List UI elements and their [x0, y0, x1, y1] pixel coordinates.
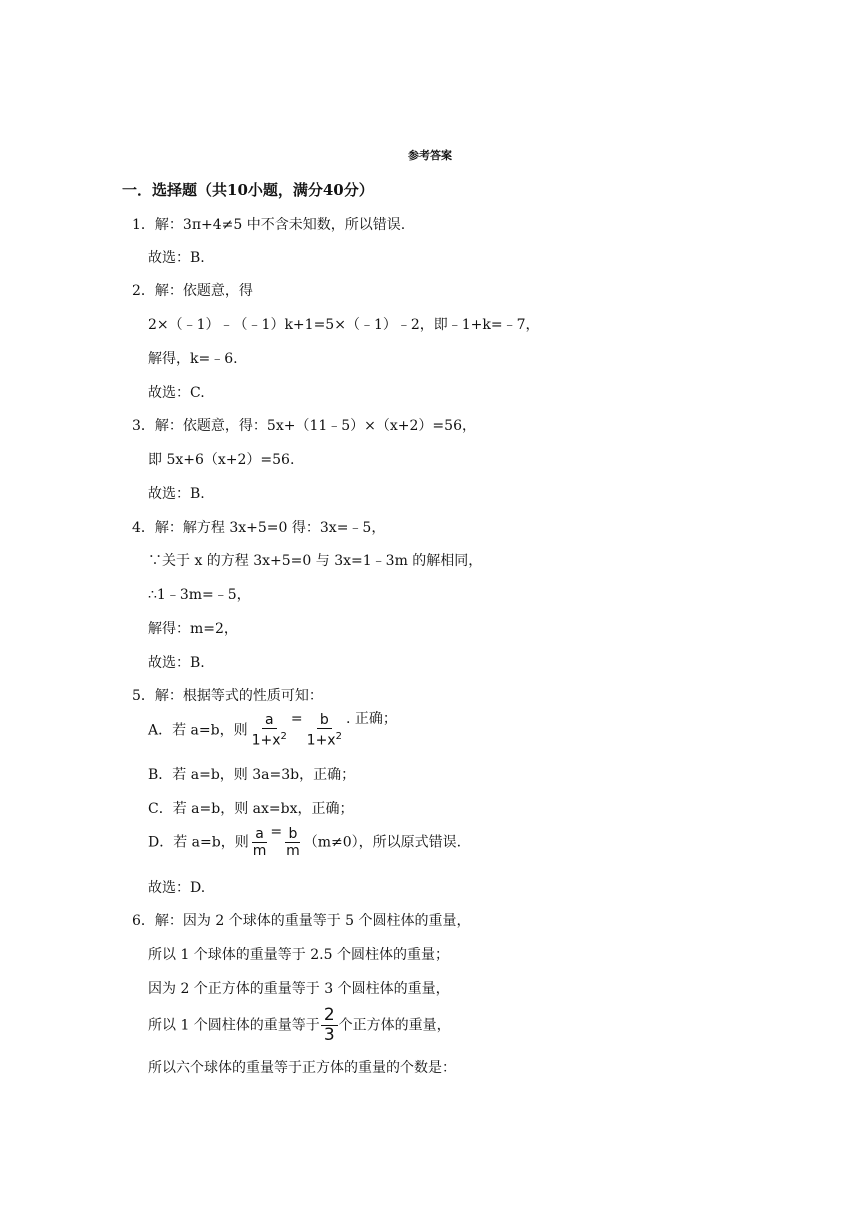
q1-answer: 故选：B. — [148, 250, 205, 266]
q1-solution: 1．解：3π+4≠5 中不含未知数，所以错误. — [132, 217, 406, 233]
fraction: $\frac{a}{1+x^2}$ — [251, 712, 287, 749]
q3-equation: 即 5x+6（x+2）=56. — [148, 452, 295, 468]
q4-because: ∵关于 x 的方程 3x+5=0 与 3x=1﹣3m 的解相同， — [148, 553, 483, 569]
q5-d-prefix: D．若 a=b，则 — [148, 834, 249, 851]
section-heading: 一．选择题（共10小题，满分40分） — [122, 181, 374, 199]
q4-solve: 解得：m=2， — [148, 621, 238, 637]
q2-equation: 2×（﹣1）﹣（﹣1）k+1=5×（﹣1）﹣2，即﹣1+k=﹣7， — [148, 317, 540, 333]
q6-line-4 — [148, 1006, 451, 1045]
q5-option-d: D．若 a=b，则 $\frac{a}{m}$ = $\frac{b}{m}$ （m≠0），所以原式错误. — [148, 823, 462, 859]
q2-solution: 2．解：依题意，得 — [132, 283, 253, 299]
q5-answer: 故选：D. — [148, 880, 206, 896]
fraction: $\frac{a}{m}$ — [252, 826, 267, 859]
q4-answer: 故选：B. — [148, 655, 205, 671]
fraction: $\frac{2}{3}$ — [321, 1006, 338, 1045]
q6-line-4-prefix: 所以 1 个圆柱体的重量等于 — [148, 1017, 320, 1034]
q5-option-b: B．若 a=b，则 3a=3b，正确； — [148, 767, 356, 783]
q2-answer: 故选：C. — [148, 385, 205, 401]
fraction: $\frac{b}{m}$ — [286, 826, 300, 859]
q6-line-5: 所以六个球体的重量等于正方体的重量的个数是： — [148, 1060, 456, 1076]
q6-line-4-suffix: 个正方体的重量， — [338, 1017, 451, 1034]
q6-line-2: 所以 1 个球体的重量等于 2.5 个圆柱体的重量； — [148, 947, 449, 963]
q4-therefore: ∴1﹣3m=﹣5， — [148, 587, 251, 603]
q6-line-1: 6．解：因为 2 个球体的重量等于 5 个圆柱体的重量， — [132, 913, 471, 929]
q3-solution: 3．解：依题意，得：5x+（11﹣5）×（x+2）=56， — [132, 418, 476, 434]
q5-option-c: C．若 a=b，则 ax=bx，正确； — [148, 801, 354, 817]
q5-option-a: A．若 a=b，则 $\frac{a}{1+x^2}$ = $\frac{b}{1+x^2}$ . 正确； — [148, 711, 397, 749]
q5-a-prefix: A．若 a=b，则 — [148, 722, 248, 739]
q3-answer: 故选：B. — [148, 486, 205, 502]
q5-d-suffix: （m≠0），所以原式错误. — [303, 834, 462, 851]
q2-solve: 解得，k=﹣6. — [148, 351, 238, 367]
page-title: 参考答案 — [408, 149, 452, 162]
q4-solution: 4．解：解方程 3x+5=0 得：3x=﹣5， — [132, 520, 386, 536]
q5-solution: 5．解：根据等式的性质可知： — [132, 688, 323, 704]
q6-line-3: 因为 2 个正方体的重量等于 3 个圆柱体的重量， — [148, 981, 450, 997]
fraction: $\frac{b}{1+x^2}$ — [306, 712, 342, 749]
q5-a-suffix: . 正确； — [345, 711, 397, 728]
